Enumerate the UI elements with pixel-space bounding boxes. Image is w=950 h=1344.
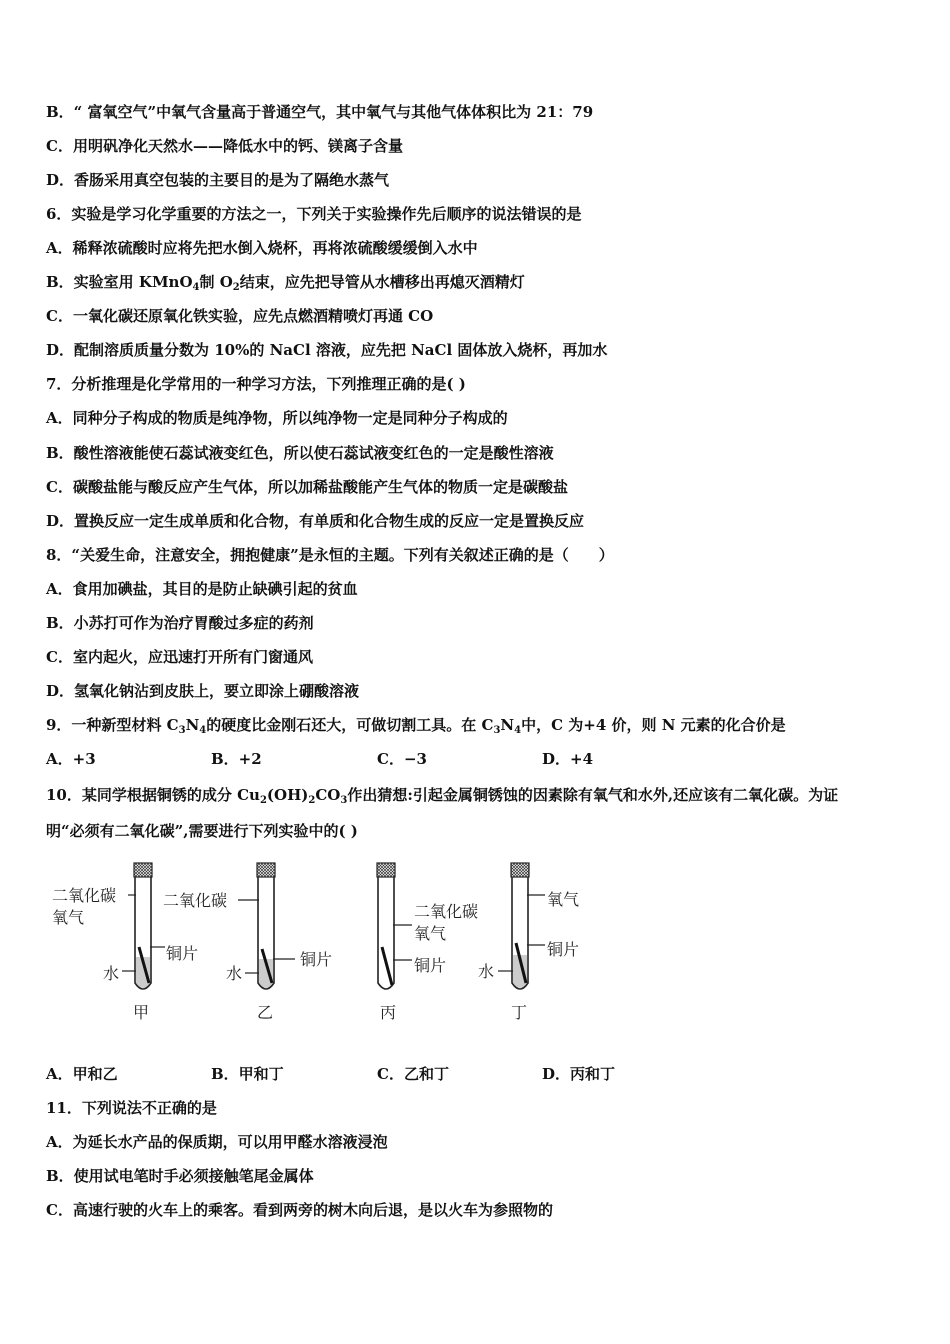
label-copper: 铜片: [547, 940, 580, 959]
tube-bing: [377, 863, 478, 1022]
q6-option-a: A．稀释浓硫酸时应将先把水倒入烧杯，再将浓硫酸缓缓倒入水中: [46, 239, 478, 257]
q7-option-d: D．置换反应一定生成单质和化合物，有单质和化合物生成的反应一定是置换反应: [46, 512, 585, 530]
q5-option-d: D．香肠采用真空包装的主要目的是为了隔绝水蒸气: [46, 171, 390, 189]
tube-name: 丁: [511, 1003, 528, 1022]
q11-option-c: C．高速行驶的火车上的乘客。看到两旁的树木向后退，是以火车为参照物的: [46, 1201, 553, 1219]
q6-stem: 6．实验是学习化学重要的方法之一，下列关于实验操作先后顺序的说法错误的是: [46, 205, 582, 223]
q7-option-a: A．同种分子构成的物质是纯净物，所以纯净物一定是同种分子构成的: [46, 409, 508, 427]
q8-option-c: C．室内起火，应迅速打开所有门窗通风: [46, 648, 313, 666]
stopper: [377, 863, 395, 877]
q11-option-a: A．为延长水产品的保质期，可以用甲醛水溶液浸泡: [46, 1133, 388, 1151]
tube-yi: [163, 863, 332, 1022]
q6-option-c: C．一氧化碳还原氧化铁实验，应先点燃酒精喷灯再通 CO: [46, 307, 434, 325]
label-o2: 氧气: [414, 924, 447, 943]
tube-jia: [52, 863, 198, 1022]
stopper: [257, 863, 275, 877]
q9-option-a: A．+3: [46, 750, 96, 768]
q11-option-b: B．使用试电笔时手必须接触笔尾金属体: [46, 1167, 314, 1185]
q9-stem: 9．一种新型材料 $C_3N_4$的硬度比金刚石还大，可做切割工具。在 $C_3N_4$中，C 为+4 价，则 N 元素的化合价是: [46, 716, 786, 736]
tube-name: 甲: [133, 1003, 150, 1022]
label-o2: 氧气: [52, 908, 85, 927]
q10-option-d: D．丙和丁: [542, 1065, 616, 1083]
q9-option-d: D．+4: [542, 750, 594, 768]
q6-option-d: D．配制溶质质量分数为 10%的 NaCl 溶液，应先把 NaCl 固体放入烧杯，再加水: [46, 341, 608, 359]
q9-option-c: C．−3: [377, 750, 427, 768]
tube-body: [378, 877, 394, 989]
stopper: [134, 863, 152, 877]
test-tube-figure: [40, 855, 600, 1030]
label-water: 水: [103, 964, 120, 983]
q9-option-b: B．+2: [211, 750, 262, 768]
label-co2: 二氧化碳: [414, 902, 479, 921]
label-copper: 铜片: [300, 950, 333, 969]
q10-stem: 10．某同学根据铜锈的成分 $Cu_2(OH)_2CO_3$作出猜想:引起金属铜锈蚀的因素除有氧气和水外,还应该有二氧化碳。为证: [46, 786, 839, 806]
label-copper: 铜片: [166, 944, 199, 963]
label-water: 水: [478, 962, 495, 981]
q8-option-a: A．食用加碘盐，其目的是防止缺碘引起的贫血: [46, 580, 358, 598]
q10-stem-continued: 明“必须有二氧化碳”,需要进行下列实验中的( ): [46, 822, 358, 840]
tube-ding: [478, 863, 579, 1022]
q7-option-c: C．碳酸盐能与酸反应产生气体，所以加稀盐酸能产生气体的物质一定是碳酸盐: [46, 478, 568, 496]
q5-option-b: B．“ 富氧空气”中氧气含量高于普通空气，其中氧气与其他气体体积比为 21：79: [46, 103, 594, 121]
q8-option-b: B．小苏打可作为治疗胃酸过多症的药剂: [46, 614, 314, 632]
label-water: 水: [226, 964, 243, 983]
tube-name: 乙: [257, 1003, 274, 1022]
q10-option-a: A．甲和乙: [46, 1065, 118, 1083]
q7-option-b: B．酸性溶液能使石蕊试液变红色，所以使石蕊试液变红色的一定是酸性溶液: [46, 444, 554, 462]
label-copper: 铜片: [414, 956, 447, 975]
label-co2: 二氧化碳: [52, 886, 117, 905]
copper-strip: [382, 947, 392, 985]
label-o2: 氧气: [547, 890, 580, 909]
tube-name: 丙: [380, 1003, 397, 1022]
q5-option-c: C．用明矾净化天然水——降低水中的钙、镁离子含量: [46, 137, 403, 155]
q10-option-c: C．乙和丁: [377, 1065, 449, 1083]
stopper: [511, 863, 529, 877]
label-co2: 二氧化碳: [163, 891, 228, 910]
q11-stem: 11．下列说法不正确的是: [46, 1099, 217, 1117]
q10-option-b: B．甲和丁: [211, 1065, 284, 1083]
q6-option-b: B．实验室用 KMnO$_4$制 $O_2$结束，应先把导管从水槽移出再熄灭酒精灯: [46, 273, 525, 293]
q8-stem: 8．“关爱生命，注意安全，拥抱健康”是永恒的主题。下列有关叙述正确的是（ ）: [46, 546, 614, 564]
q7-stem: 7．分析推理是化学常用的一种学习方法，下列推理正确的是( ): [46, 375, 466, 393]
q8-option-d: D．氢氧化钠沾到皮肤上，要立即涂上硼酸溶液: [46, 682, 360, 700]
